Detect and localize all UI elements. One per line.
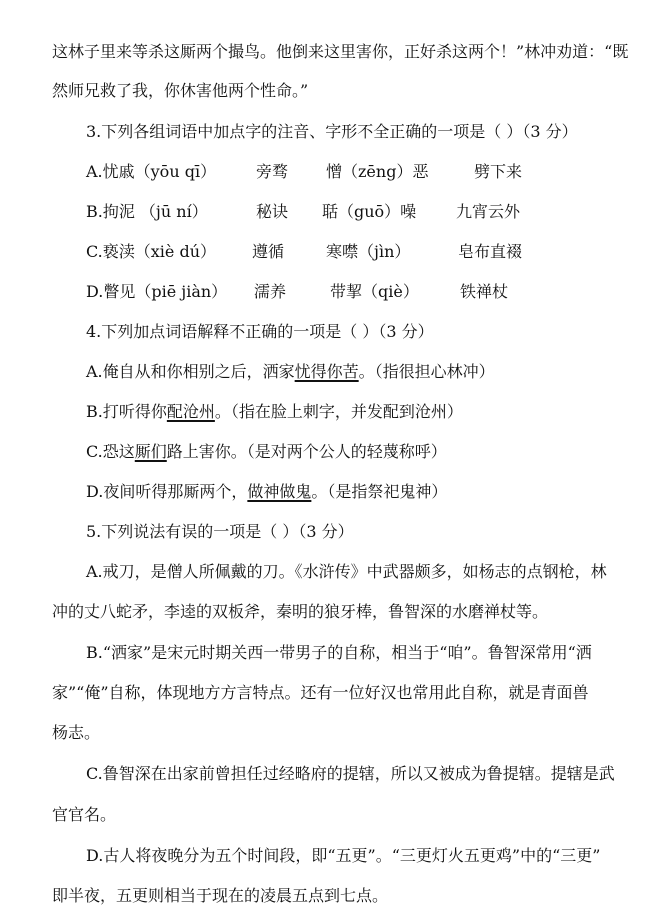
option-c-word-1: C.亵渎（xiè dú） (86, 242, 217, 261)
question-5-option-a-line-1: A.戒刀，是僧人所佩戴的刀。《水浒传》中武器颇多，如杨志的点钢枪，林 (86, 562, 607, 581)
question-5-option-b-line-3: 杨志。 (52, 723, 101, 742)
question-4-option-a (86, 360, 652, 384)
q4a-before: A.俺自从和你相别之后，洒家 (86, 362, 295, 381)
question-5-stem: 5.下列说法有误的一项是（ ）（3 分） (86, 522, 354, 541)
q4b-after: 。（指在脸上刺字，并发配到沧州） (214, 402, 463, 421)
question-5-option-d-line-1: D.古人将夜晚分为五个时间段，即“五更”。“三更灯火五更鸡”中的“三更” (86, 846, 601, 865)
question-3-stem: 3.下列各组词语中加点字的注音、字形不全正确的一项是（ ）（3 分） (86, 122, 578, 141)
option-b-word-4: 九宵云外 (456, 202, 521, 221)
question-4-option-d (86, 480, 652, 504)
question-5-option-b-line-2: 家”“俺”自称，体现地方方言特点。还有一位好汉也常用此自称，就是青面兽 (52, 683, 589, 702)
option-a-word-1: A.忧戚（yōu qī） (86, 162, 217, 181)
option-c-word-3: 寒噤（jìn） (326, 242, 411, 261)
q4d-before: D.夜间听得那厮两个， (86, 482, 248, 501)
q4b-before: B.打听得你 (86, 402, 167, 421)
option-d-word-2: 濡养 (254, 282, 287, 301)
q4c-underlined: 厮们 (134, 442, 167, 461)
option-a-word-4: 劈下来 (474, 162, 523, 181)
option-c-word-2: 遵循 (252, 242, 285, 261)
q4a-underlined: 忧得你苦 (294, 362, 359, 381)
question-5-option-b-line-1: B.“洒家”是宋元时期关西一带男子的自称，相当于“咱”。鲁智深常用“洒 (86, 643, 592, 662)
option-b-word-3: 聒（guō）噪 (322, 202, 417, 221)
q4a-after: 。（指很担心林冲） (358, 362, 495, 381)
q4d-underlined: 做神做鬼 (247, 482, 312, 501)
option-a-word-2: 旁骛 (256, 162, 289, 181)
question-4-option-b (86, 400, 652, 424)
option-d-word-1: D.瞥见（piē jiàn） (86, 282, 228, 301)
question-5-option-c-line-1: C.鲁智深在出家前曾担任过经略府的提辖，所以又被成为鲁提辖。提辖是武 (86, 764, 615, 783)
question-4-option-c (86, 440, 652, 464)
q4b-underlined: 配沧州 (166, 402, 215, 421)
question-3-option-b (86, 200, 652, 224)
option-b-word-1: B.拘泥 （jū ní） (86, 202, 208, 221)
passage-line-2: 然师兄救了我，你休害他两个性命。” (52, 81, 309, 100)
question-5-option-c-line-2: 官官名。 (52, 805, 117, 824)
q4c-before: C.恐这 (86, 442, 135, 461)
option-a-word-3: 憎（zēng）恶 (326, 162, 429, 181)
question-3-option-c (86, 240, 652, 264)
question-4-stem: 4.下列加点词语解释不正确的一项是（ ）（3 分） (86, 322, 434, 341)
question-3-option-a (86, 160, 652, 184)
question-5-option-d-line-2: 即半夜，五更则相当于现在的凌晨五点到七点。 (52, 886, 389, 905)
question-3-option-d (86, 280, 652, 304)
passage-line-1: 这林子里来等杀这厮两个撮鸟。他倒来这里害你，正好杀这两个！”林冲劝道：“既 (52, 42, 629, 61)
option-c-word-4: 皂布直裰 (458, 242, 523, 261)
option-b-word-2: 秘诀 (256, 202, 289, 221)
q4c-after: 路上害你。（是对两个公人的轻蔑称呼） (166, 442, 447, 461)
option-d-word-3: 带挈（qiè） (330, 282, 419, 301)
question-5-option-a-line-2: 冲的丈八蛇矛，李逵的双板斧，秦明的狼牙棒，鲁智深的水磨禅杖等。 (52, 602, 549, 621)
option-d-word-4: 铁禅杖 (460, 282, 509, 301)
q4d-after: 。（是指祭祀鬼神） (311, 482, 448, 501)
